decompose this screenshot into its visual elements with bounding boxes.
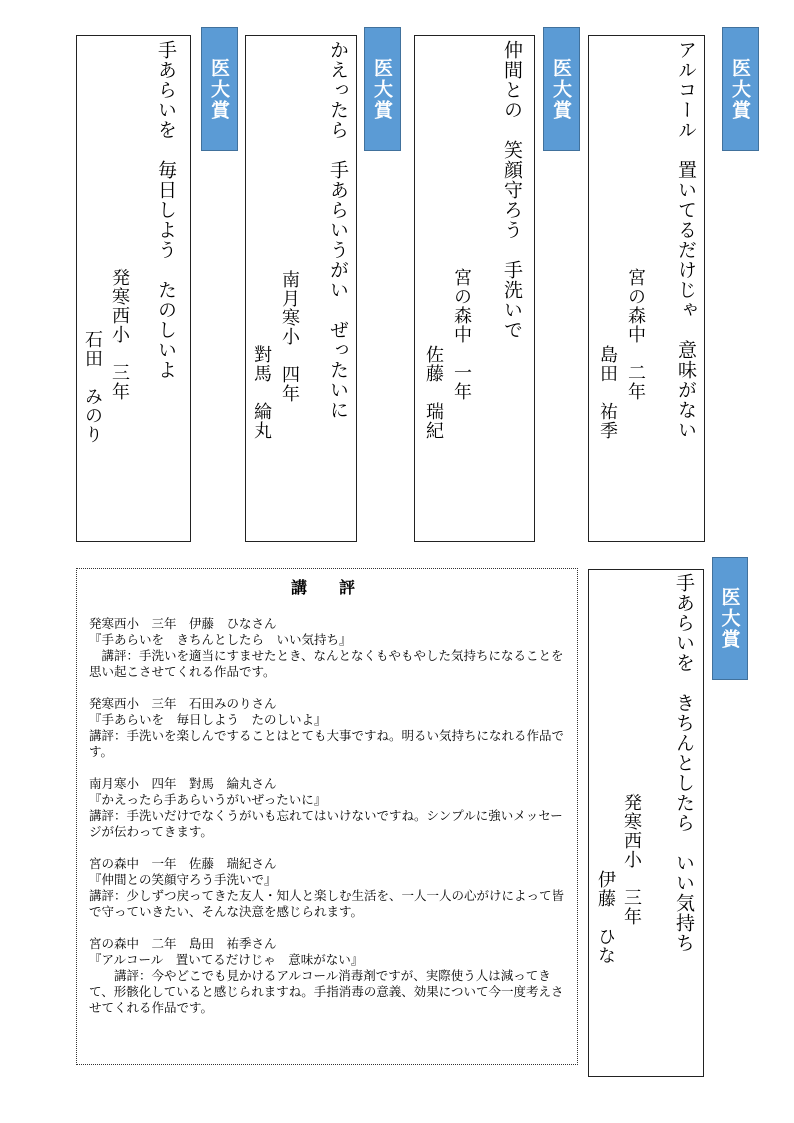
review-entry-header: 発寒西小 三年 石田みのりさん <box>89 696 277 711</box>
review-entry-comment: 講評：手洗いを楽しんですることはとても大事ですね。明るい気持ちになれる作品です。 <box>89 728 565 759</box>
review-entry <box>89 776 565 840</box>
author-name: 對馬 綸丸 <box>251 345 272 440</box>
review-title: 講 評 <box>290 578 363 597</box>
author-school-grade: 発寒西小 三年 <box>621 793 642 926</box>
author-school-grade: 宮の森中 一年 <box>451 268 472 401</box>
review-entry <box>89 856 565 920</box>
award-badge: 医大賞 <box>543 27 580 151</box>
author-name: 佐藤 瑞紀 <box>423 345 444 440</box>
review-entry <box>89 936 565 1016</box>
review-entry-header: 発寒西小 三年 伊藤 ひなさん <box>89 616 277 631</box>
poem-text: かえったら 手あらいうがい ぜったいに <box>327 40 349 420</box>
author-name: 島田 祐季 <box>597 345 618 440</box>
author-school-grade: 南月寒小 四年 <box>279 270 300 403</box>
review-entry-quote: 『仲間との笑顔守ろう手洗いで』 <box>89 872 277 887</box>
award-badge: 医大賞 <box>722 27 759 151</box>
review-entry-header: 南月寒小 四年 對馬 綸丸さん <box>89 776 277 791</box>
author-school-grade: 発寒西小 三年 <box>109 268 130 401</box>
poem-text: 手あらいを きちんとしたら いい気持ち <box>673 573 695 953</box>
poem-text: アルコール 置いてるだけじゃ 意味がない <box>675 40 697 440</box>
review-box <box>76 568 578 1065</box>
review-entry <box>89 616 565 680</box>
review-entry-comment: 講評：手洗いを適当にすませたとき、なんとなくもやもやした気持ちになることを思い起こさせてくれる作品です。 <box>89 648 564 679</box>
author-school-grade: 宮の森中 二年 <box>625 268 646 401</box>
review-entry-comment: 講評：少しずつ戻ってきた友人・知人と楽しむ生活を、一人一人の心がけによって皆で守っていきたい、そんな決意を感じられます。 <box>89 888 565 919</box>
award-badge: 医大賞 <box>712 557 748 680</box>
review-entry-quote: 『アルコール 置いてるだけじゃ 意味がない』 <box>89 952 364 967</box>
award-badge: 医大賞 <box>364 27 401 151</box>
review-entry <box>89 696 565 760</box>
review-entry-header: 宮の森中 一年 佐藤 瑞紀さん <box>89 856 277 871</box>
award-badge: 医大賞 <box>201 27 238 151</box>
poem-text: 手あらいを 毎日しよう たのしいよ <box>155 40 177 380</box>
review-entry-quote: 『手あらいを 毎日しよう たのしいよ』 <box>89 712 327 727</box>
author-name: 伊藤 ひな <box>595 870 616 965</box>
review-entry-header: 宮の森中 二年 島田 祐季さん <box>89 936 277 951</box>
author-name: 石田 みのり <box>82 330 103 444</box>
review-entry-comment: 講評：手洗いだけでなくうがいも忘れてはいけないですね。シンプルに強いメッセージが伝わってきます。 <box>89 808 563 839</box>
review-entry-quote: 『手あらいを きちんとしたら いい気持ち』 <box>89 632 352 647</box>
review-entry-comment: 講評：今やどこでも見かけるアルコール消毒剤ですが、実際使う人は減ってきて、形骸化していると感じられますね。手指消毒の意義、効果について今一度考えさせてくれる作品です。 <box>89 968 564 1015</box>
poem-text: 仲間との 笑顔守ろう 手洗いで <box>501 40 523 340</box>
review-entry-quote: 『かえったら手あらいうがいぜったいに』 <box>89 792 327 807</box>
